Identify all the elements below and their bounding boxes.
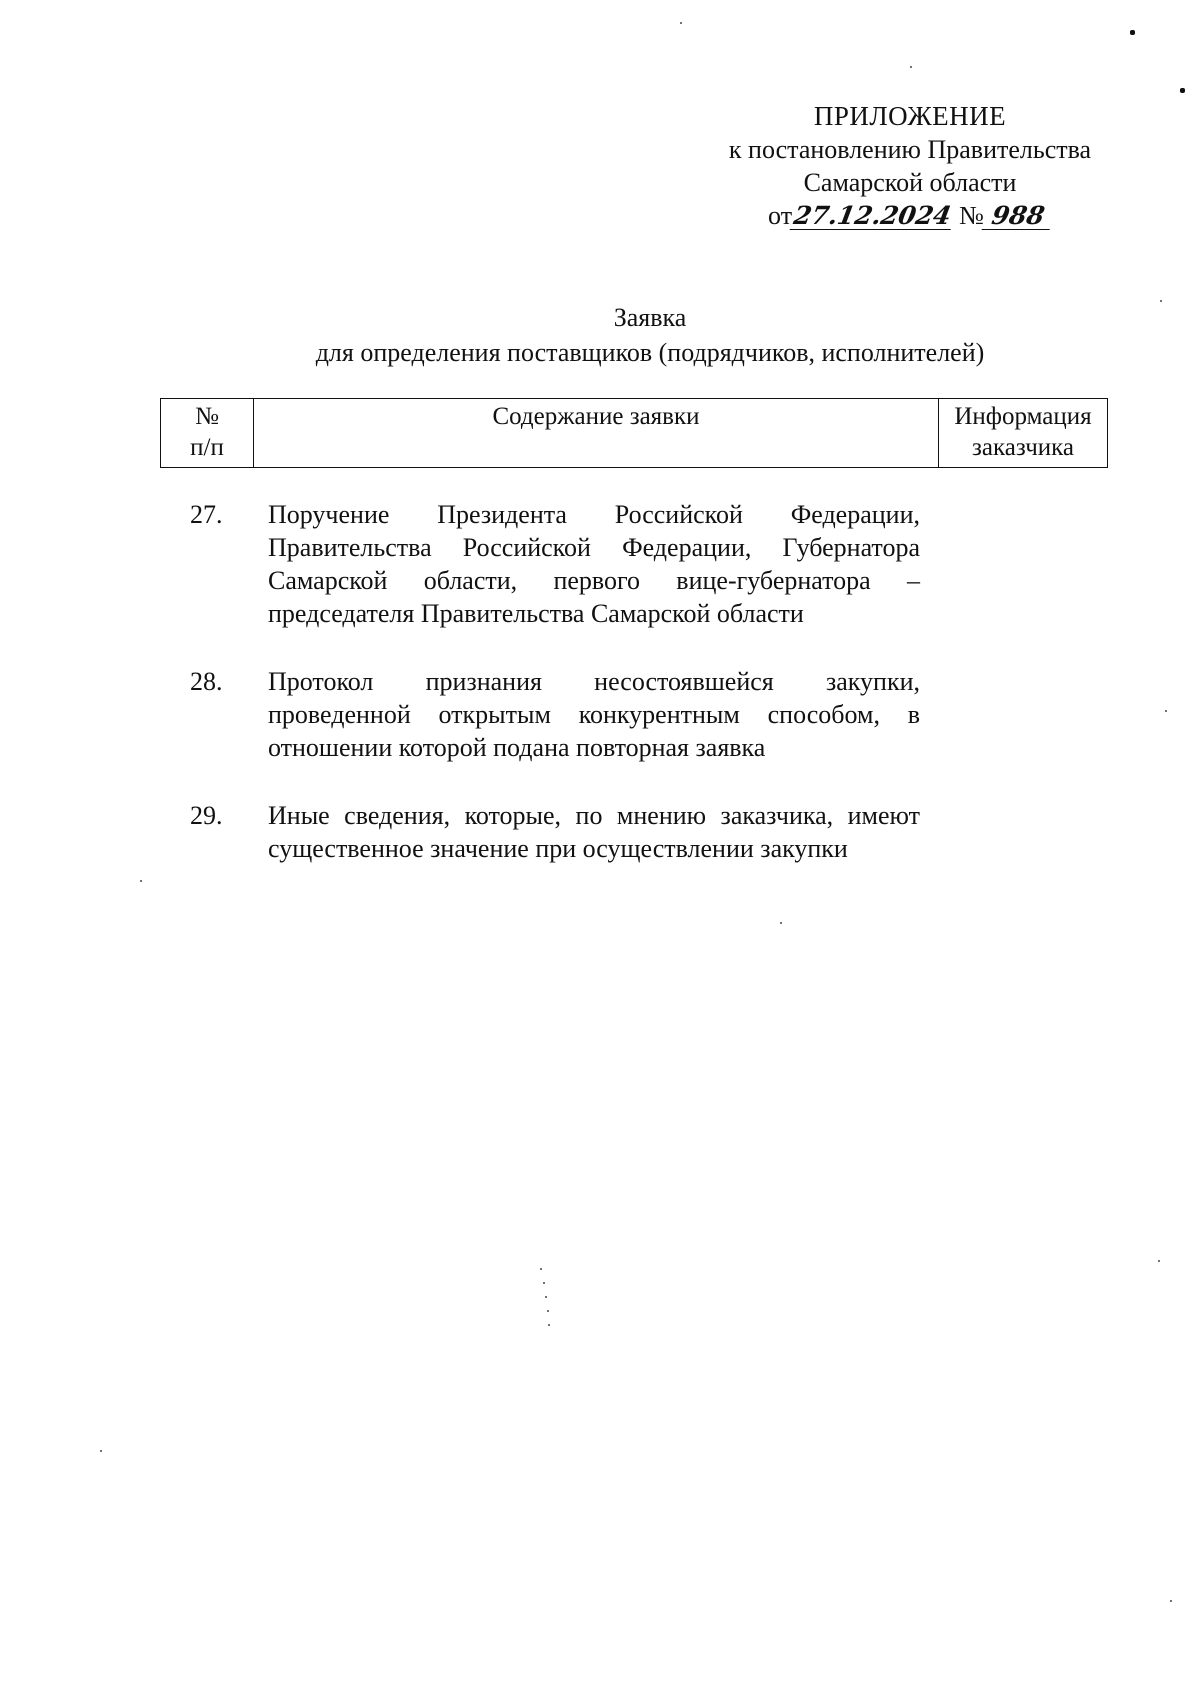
- header-cell-content: Содержание заявки: [254, 399, 939, 468]
- table-header-row: [161, 399, 1108, 468]
- scan-speck: [545, 1296, 547, 1298]
- header-cell-number: [161, 399, 254, 468]
- item-number: 27.: [190, 500, 223, 529]
- header-customer-line2: заказчика: [971, 434, 1075, 461]
- scan-speck: [1180, 88, 1185, 93]
- handwritten-number: 988: [982, 203, 1055, 230]
- scan-speck: [547, 1310, 549, 1312]
- item-number: 28.: [190, 667, 223, 696]
- request-subtitle: для определения поставщиков (подрядчиков, исполнителей): [315, 338, 985, 367]
- items-list: [190, 498, 920, 900]
- table-header: [160, 398, 1108, 468]
- number-prefix: №: [959, 201, 984, 230]
- request-title: Заявка: [613, 303, 687, 332]
- appendix-line-region: Самарской области: [803, 168, 1017, 197]
- header-customer-line1: Информация: [954, 403, 1092, 430]
- date-prefix: от: [768, 201, 793, 230]
- item-text: Поручение Президента Российской Федерации, Правительства Российской Федерации, Губернатора Самарской области, первого вице-губернатора – председателя Правительства Самарской области: [268, 500, 920, 628]
- scan-speck: [910, 66, 912, 68]
- scan-speck: [1158, 1260, 1160, 1262]
- scan-speck: [1170, 1600, 1172, 1602]
- appendix-block: [690, 100, 1130, 232]
- appendix-date-line: [690, 199, 1130, 232]
- scan-speck: [100, 1450, 102, 1452]
- scan-speck: [1160, 300, 1162, 302]
- request-heading: [160, 300, 1140, 370]
- scan-speck: [1130, 30, 1135, 35]
- header-number-line2: п/п: [190, 434, 224, 461]
- scan-speck: [140, 880, 142, 882]
- header-cell-customer: [939, 399, 1108, 468]
- handwritten-date: 27.12.2024: [791, 201, 954, 230]
- scan-speck: [680, 22, 682, 24]
- list-item: [190, 498, 920, 630]
- appendix-title: ПРИЛОЖЕНИЕ: [813, 101, 1007, 131]
- item-text: Иные сведения, которые, по мнению заказчика, имеют существенное значение при осуществлении закупки: [268, 801, 920, 863]
- scan-speck: [1165, 710, 1167, 712]
- item-number: 29.: [190, 801, 223, 830]
- item-text: Протокол признания несостоявшейся закупки, проведенной открытым конкурентным способом, в отношении которой подана повторная заявка: [268, 667, 920, 762]
- header-number-line1: №: [195, 403, 219, 430]
- scan-speck: [780, 922, 782, 924]
- appendix-line-resolution: к постановлению Правительства: [728, 135, 1092, 164]
- scan-speck: [540, 1268, 542, 1270]
- list-item: [190, 665, 920, 764]
- scan-speck: [548, 1324, 550, 1326]
- scan-speck: [543, 1282, 545, 1284]
- list-item: [190, 799, 920, 865]
